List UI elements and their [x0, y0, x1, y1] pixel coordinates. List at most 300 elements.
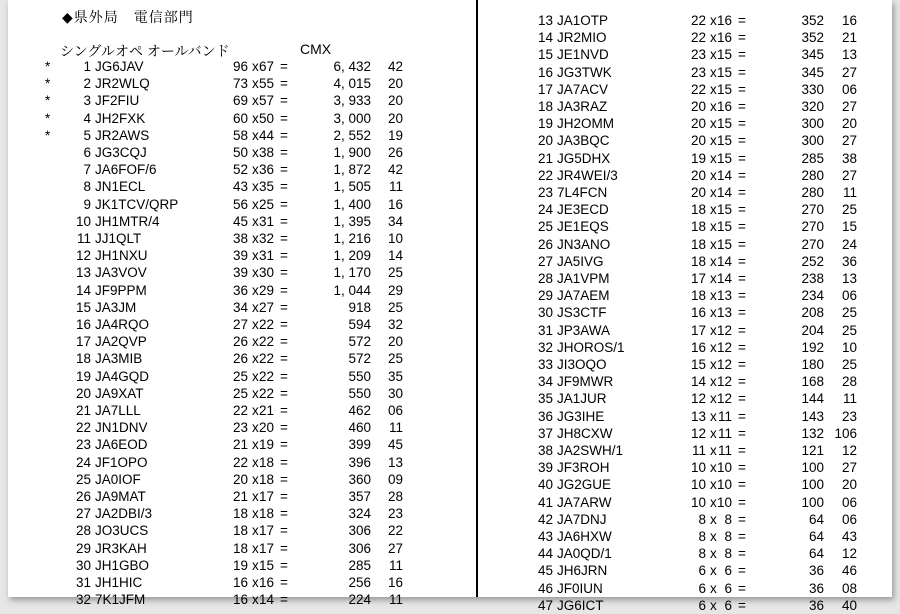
- rank-number: 33: [537, 357, 553, 372]
- total-score: 594: [348, 317, 371, 332]
- qso-count: 13: [690, 408, 706, 424]
- rank-number: 9: [83, 196, 91, 212]
- callsign: JA1VPM: [557, 271, 610, 286]
- zone-number: 42: [387, 59, 403, 74]
- total-score: 252: [801, 253, 824, 269]
- result-row: [8, 253, 892, 270]
- zone-number: 25: [841, 202, 857, 218]
- result-row: [8, 356, 892, 373]
- multiplier-count: 15: [258, 557, 274, 573]
- result-row: [8, 304, 892, 321]
- total-score: 345: [801, 47, 824, 63]
- callsign: JA3JM: [95, 299, 137, 315]
- zone-number: 06: [841, 288, 857, 304]
- rank-number: 19: [75, 368, 91, 384]
- qso-count: 16: [690, 305, 706, 321]
- qso-count: 19: [690, 150, 706, 166]
- times-symbol: x: [710, 202, 717, 218]
- total-score: 285: [801, 150, 824, 166]
- total-score: 330: [801, 81, 824, 97]
- total-score: 550: [348, 368, 371, 384]
- equals-symbol: =: [738, 477, 746, 493]
- times-symbol: x: [710, 47, 717, 63]
- equals-symbol: =: [280, 592, 288, 608]
- total-score: 121: [801, 443, 824, 458]
- total-score: 1, 216: [333, 231, 371, 246]
- qso-count: 20: [232, 471, 248, 487]
- times-symbol: x: [710, 133, 717, 149]
- equals-symbol: =: [738, 288, 746, 304]
- qso-count: 20: [690, 116, 706, 132]
- times-symbol: x: [252, 196, 259, 212]
- equals-symbol: =: [738, 253, 746, 269]
- callsign: JH2FXK: [95, 110, 146, 126]
- times-symbol: x: [710, 408, 717, 424]
- equals-symbol: =: [280, 110, 288, 126]
- equals-symbol: =: [280, 385, 288, 401]
- callsign: JH6JRN: [557, 563, 608, 579]
- rank-number: 25: [537, 219, 553, 235]
- equals-symbol: =: [280, 76, 288, 92]
- qso-count: 26: [232, 334, 248, 350]
- rank-number: 46: [537, 580, 553, 596]
- multiplier-count: 11: [717, 425, 732, 441]
- total-score: 280: [801, 167, 824, 183]
- rank-number: 11: [76, 231, 91, 246]
- multiplier-count: 14: [716, 185, 732, 200]
- qso-count: 27: [232, 317, 248, 332]
- equals-symbol: =: [738, 597, 746, 613]
- qso-count: 18: [232, 523, 248, 539]
- callsign: JA1JUR: [557, 391, 607, 407]
- callsign: JG6ICT: [557, 597, 604, 613]
- zone-number: 11: [388, 179, 403, 195]
- times-symbol: x: [252, 282, 259, 298]
- zone-number: 19: [387, 127, 403, 143]
- rank-number: 44: [537, 546, 553, 562]
- callsign: JA7AEM: [557, 288, 610, 304]
- total-score: 204: [801, 322, 824, 338]
- qso-count: 18: [690, 219, 706, 235]
- zone-number: 12: [841, 546, 857, 562]
- total-score: 352: [801, 13, 824, 28]
- equals-symbol: =: [280, 540, 288, 556]
- award-mark: *: [45, 59, 51, 74]
- times-symbol: x: [710, 546, 717, 562]
- total-score: 36: [808, 597, 824, 613]
- rank-number: 21: [537, 150, 553, 166]
- callsign: JF0IUN: [557, 580, 603, 596]
- times-symbol: x: [710, 167, 717, 183]
- rank-number: 26: [537, 236, 553, 252]
- times-symbol: x: [252, 179, 259, 195]
- callsign: JF1OPO: [95, 454, 148, 470]
- result-row: [8, 218, 892, 235]
- result-row: [8, 339, 892, 356]
- zone-number: 20: [841, 116, 857, 132]
- total-score: 3, 000: [333, 110, 371, 126]
- rank-number: 38: [537, 443, 553, 458]
- times-symbol: x: [252, 127, 259, 143]
- multiplier-count: 12: [716, 374, 732, 390]
- callsign: JH1MTR/4: [95, 213, 160, 229]
- total-score: 460: [348, 420, 371, 436]
- times-symbol: x: [710, 81, 717, 97]
- rank-number: 1: [83, 59, 91, 74]
- zone-number: 13: [841, 271, 857, 286]
- total-score: 462: [348, 403, 371, 418]
- qso-count: 18: [690, 288, 706, 304]
- callsign: JA1OTP: [557, 13, 609, 28]
- zone-number: 28: [387, 489, 403, 504]
- callsign: JA5IVG: [557, 253, 604, 269]
- equals-symbol: =: [280, 368, 288, 384]
- callsign: JA7ACV: [557, 81, 609, 97]
- rank-number: 18: [537, 99, 553, 114]
- callsign: 7K1JFM: [95, 592, 146, 608]
- equals-symbol: =: [738, 357, 746, 372]
- times-symbol: x: [710, 357, 717, 372]
- page-heading: ◆県外局 電信部門: [62, 9, 194, 25]
- callsign: JA4GQD: [95, 368, 150, 384]
- equals-symbol: =: [280, 145, 288, 160]
- equals-symbol: =: [280, 506, 288, 522]
- rank-number: 15: [537, 47, 553, 63]
- callsign: JA2SWH/1: [557, 443, 624, 458]
- equals-symbol: =: [280, 127, 288, 143]
- zone-number: 25: [387, 299, 403, 315]
- equals-symbol: =: [280, 557, 288, 573]
- zone-number: 11: [388, 592, 403, 608]
- multiplier-count: 8: [724, 511, 732, 527]
- equals-symbol: =: [738, 202, 746, 218]
- qso-count: 16: [232, 592, 248, 608]
- total-score: 6, 432: [333, 59, 371, 74]
- qso-count: 18: [232, 540, 248, 556]
- rank-number: 17: [537, 81, 553, 97]
- result-row: [8, 425, 892, 442]
- multiplier-count: 12: [716, 357, 732, 372]
- rank-number: 22: [537, 167, 553, 183]
- zone-number: 06: [387, 403, 403, 418]
- rank-number: 37: [537, 425, 553, 441]
- multiplier-count: 36: [258, 162, 274, 178]
- rank-number: 20: [537, 133, 553, 149]
- multiplier-count: 55: [258, 76, 274, 92]
- total-score: 2, 552: [333, 127, 371, 143]
- qso-count: 16: [232, 575, 248, 590]
- qso-count: 52: [232, 162, 248, 178]
- result-row: [8, 115, 892, 132]
- callsign: JR4WEI/3: [557, 167, 618, 183]
- total-score: 360: [348, 471, 371, 487]
- times-symbol: x: [252, 437, 259, 453]
- times-symbol: x: [252, 351, 259, 367]
- callsign: JA0IOF: [95, 471, 141, 487]
- category-title: シングルオペ オールバンド: [60, 43, 230, 59]
- equals-symbol: =: [738, 81, 746, 97]
- times-symbol: x: [710, 150, 717, 166]
- zone-number: 10: [841, 339, 857, 355]
- multiplier-count: 12: [716, 322, 732, 338]
- rank-number: 32: [537, 339, 553, 355]
- times-symbol: x: [252, 265, 259, 281]
- zone-number: 20: [387, 334, 403, 350]
- rank-number: 17: [75, 334, 91, 350]
- rank-number: 15: [75, 299, 91, 315]
- results-sheet: [8, 0, 892, 613]
- rank-number: 16: [537, 64, 553, 80]
- multiplier-count: 50: [258, 110, 274, 126]
- multiplier-count: 32: [258, 231, 274, 246]
- zone-number: 20: [387, 110, 403, 126]
- multiplier-count: 19: [258, 437, 274, 453]
- zone-number: 10: [387, 231, 403, 246]
- equals-symbol: =: [738, 47, 746, 63]
- rank-number: 12: [75, 248, 91, 264]
- multiplier-count: 18: [258, 471, 274, 487]
- rank-number: 31: [537, 322, 553, 338]
- callsign: 7L4FCN: [557, 185, 608, 200]
- result-row: [8, 29, 892, 46]
- multiplier-count: 12: [716, 391, 732, 407]
- callsign: JP3AWA: [557, 322, 611, 338]
- rank-number: 25: [75, 471, 91, 487]
- callsign: JA6HXW: [557, 529, 612, 544]
- callsign: JA0QD/1: [557, 546, 612, 562]
- total-score: 1, 505: [333, 179, 371, 195]
- equals-symbol: =: [738, 546, 746, 562]
- zone-number: 13: [841, 47, 857, 63]
- qso-count: 23: [690, 64, 706, 80]
- qso-count: 6: [698, 597, 706, 613]
- rank-number: 30: [537, 305, 553, 321]
- rank-number: 24: [537, 202, 553, 218]
- multiplier-count: 15: [716, 64, 732, 80]
- equals-symbol: =: [738, 236, 746, 252]
- qso-count: 11: [691, 443, 706, 458]
- result-row: [8, 494, 892, 511]
- multiplier-count: 6: [724, 597, 732, 613]
- total-score: 256: [348, 575, 371, 590]
- qso-count: 38: [232, 231, 248, 246]
- equals-symbol: =: [738, 425, 746, 441]
- times-symbol: x: [252, 575, 259, 590]
- zone-number: 42: [387, 162, 403, 178]
- times-symbol: x: [252, 76, 259, 92]
- callsign: JA9MAT: [95, 489, 146, 504]
- qso-count: 12: [690, 391, 706, 407]
- qso-count: 23: [232, 420, 248, 436]
- qso-count: 34: [232, 299, 248, 315]
- multiplier-count: 10: [716, 460, 732, 476]
- zone-number: 14: [387, 248, 403, 264]
- times-symbol: x: [252, 368, 259, 384]
- rank-number: 19: [537, 116, 553, 132]
- multiplier-count: 27: [258, 299, 274, 315]
- zone-number: 11: [388, 420, 403, 436]
- multiplier-count: 12: [716, 339, 732, 355]
- multiplier-count: 13: [716, 288, 732, 304]
- multiplier-count: 22: [258, 351, 274, 367]
- qso-count: 17: [690, 322, 706, 338]
- zone-number: 11: [388, 557, 403, 573]
- zone-number: 25: [841, 322, 857, 338]
- times-symbol: x: [252, 162, 259, 178]
- multiplier-count: 15: [716, 202, 732, 218]
- equals-symbol: =: [280, 575, 288, 590]
- total-score: 320: [801, 99, 824, 114]
- zone-number: 09: [387, 471, 403, 487]
- callsign: JN3ANO: [557, 236, 611, 252]
- equals-symbol: =: [280, 437, 288, 453]
- multiplier-count: 15: [716, 133, 732, 149]
- multiplier-count: 16: [258, 575, 274, 590]
- equals-symbol: =: [738, 529, 746, 544]
- zone-number: 34: [387, 213, 403, 229]
- qso-count: 6: [698, 563, 706, 579]
- rank-number: 28: [75, 523, 91, 539]
- times-symbol: x: [710, 64, 717, 80]
- callsign: JHOROS/1: [557, 339, 625, 355]
- callsign: JI3OQO: [557, 357, 607, 372]
- qso-count: 8: [698, 546, 706, 562]
- callsign: JE1EQS: [557, 219, 609, 235]
- zone-number: 27: [387, 540, 403, 556]
- qso-count: 96: [232, 59, 248, 74]
- equals-symbol: =: [280, 265, 288, 281]
- rank-number: 13: [537, 13, 553, 28]
- multiplier-count: 15: [716, 236, 732, 252]
- zone-number: 06: [841, 81, 857, 97]
- zone-number: 16: [841, 13, 857, 28]
- equals-symbol: =: [738, 305, 746, 321]
- rank-number: 32: [75, 592, 91, 608]
- total-score: 306: [348, 523, 371, 539]
- callsign: JA6FOF/6: [95, 162, 157, 178]
- result-row: [8, 64, 892, 81]
- zone-number: 23: [387, 506, 403, 522]
- equals-symbol: =: [738, 408, 746, 424]
- result-row: [8, 442, 892, 459]
- callsign: JE1NVD: [557, 47, 609, 63]
- qso-count: 8: [698, 511, 706, 527]
- multiplier-count: 57: [258, 93, 274, 109]
- result-row: [8, 476, 892, 493]
- times-symbol: x: [252, 471, 259, 487]
- multiplier-count: 14: [716, 253, 732, 269]
- equals-symbol: =: [738, 116, 746, 132]
- zone-number: 08: [841, 580, 857, 596]
- result-row: [8, 46, 892, 63]
- times-symbol: x: [710, 391, 717, 407]
- multiplier-count: 6: [724, 563, 732, 579]
- result-row: [8, 150, 892, 167]
- zone-number: 22: [387, 523, 403, 539]
- total-score: 1, 044: [333, 282, 371, 298]
- multiplier-count: 18: [258, 506, 274, 522]
- times-symbol: x: [252, 213, 259, 229]
- rank-number: 30: [75, 557, 91, 573]
- rank-number: 20: [75, 385, 91, 401]
- qso-count: 20: [690, 167, 706, 183]
- times-symbol: x: [710, 271, 717, 286]
- total-score: 345: [801, 64, 824, 80]
- total-score: 144: [801, 391, 824, 407]
- qso-count: 22: [690, 30, 706, 46]
- zone-number: 45: [387, 437, 403, 453]
- zone-number: 06: [841, 511, 857, 527]
- equals-symbol: =: [738, 339, 746, 355]
- equals-symbol: =: [738, 150, 746, 166]
- qso-count: 20: [690, 185, 706, 200]
- result-row: [8, 12, 892, 29]
- callsign: JF2FIU: [95, 93, 140, 109]
- times-symbol: x: [710, 374, 717, 390]
- result-row: [8, 408, 892, 425]
- zone-number: 38: [841, 150, 857, 166]
- rank-number: 34: [537, 374, 553, 390]
- total-score: 4, 015: [333, 76, 371, 92]
- zone-number: 15: [841, 219, 857, 235]
- total-score: 300: [801, 133, 824, 149]
- callsign: JO3UCS: [95, 523, 149, 539]
- award-mark: *: [45, 76, 51, 92]
- zone-number: 27: [841, 99, 857, 114]
- times-symbol: x: [710, 339, 717, 355]
- zone-number: 23: [841, 408, 857, 424]
- equals-symbol: =: [738, 185, 746, 200]
- qso-count: 18: [690, 253, 706, 269]
- qso-count: 16: [690, 339, 706, 355]
- rank-number: 7: [83, 162, 91, 178]
- equals-symbol: =: [280, 282, 288, 298]
- multiplier-count: 21: [258, 403, 274, 418]
- qso-count: 45: [232, 213, 248, 229]
- total-score: 270: [801, 236, 824, 252]
- callsign: JA2QVP: [95, 334, 147, 350]
- total-score: 100: [801, 477, 824, 493]
- zone-number: 12: [841, 443, 857, 458]
- total-score: 192: [801, 339, 824, 355]
- qso-count: 43: [232, 179, 248, 195]
- qso-count: 56: [232, 196, 248, 212]
- total-score: 280: [801, 185, 824, 200]
- times-symbol: x: [710, 99, 717, 114]
- equals-symbol: =: [280, 93, 288, 109]
- zone-number: 11: [842, 391, 857, 407]
- rank-number: 13: [75, 265, 91, 281]
- result-row: [8, 545, 892, 562]
- total-score: 143: [801, 408, 824, 424]
- zone-number: 32: [387, 317, 403, 332]
- multiplier-count: 15: [716, 116, 732, 132]
- multiplier-count: 38: [258, 145, 274, 160]
- total-score: 572: [348, 351, 371, 367]
- times-symbol: x: [710, 425, 717, 441]
- callsign: JF9PPM: [95, 282, 147, 298]
- multiplier-count: 22: [258, 368, 274, 384]
- qso-count: 22: [690, 81, 706, 97]
- callsign: JA9XAT: [95, 385, 144, 401]
- multiplier-count: 16: [716, 30, 732, 46]
- zone-number: 25: [841, 357, 857, 372]
- times-symbol: x: [710, 236, 717, 252]
- equals-symbol: =: [738, 30, 746, 46]
- callsign: JH8CXW: [557, 425, 613, 441]
- multiplier-count: 10: [716, 494, 732, 510]
- total-score: 238: [801, 271, 824, 286]
